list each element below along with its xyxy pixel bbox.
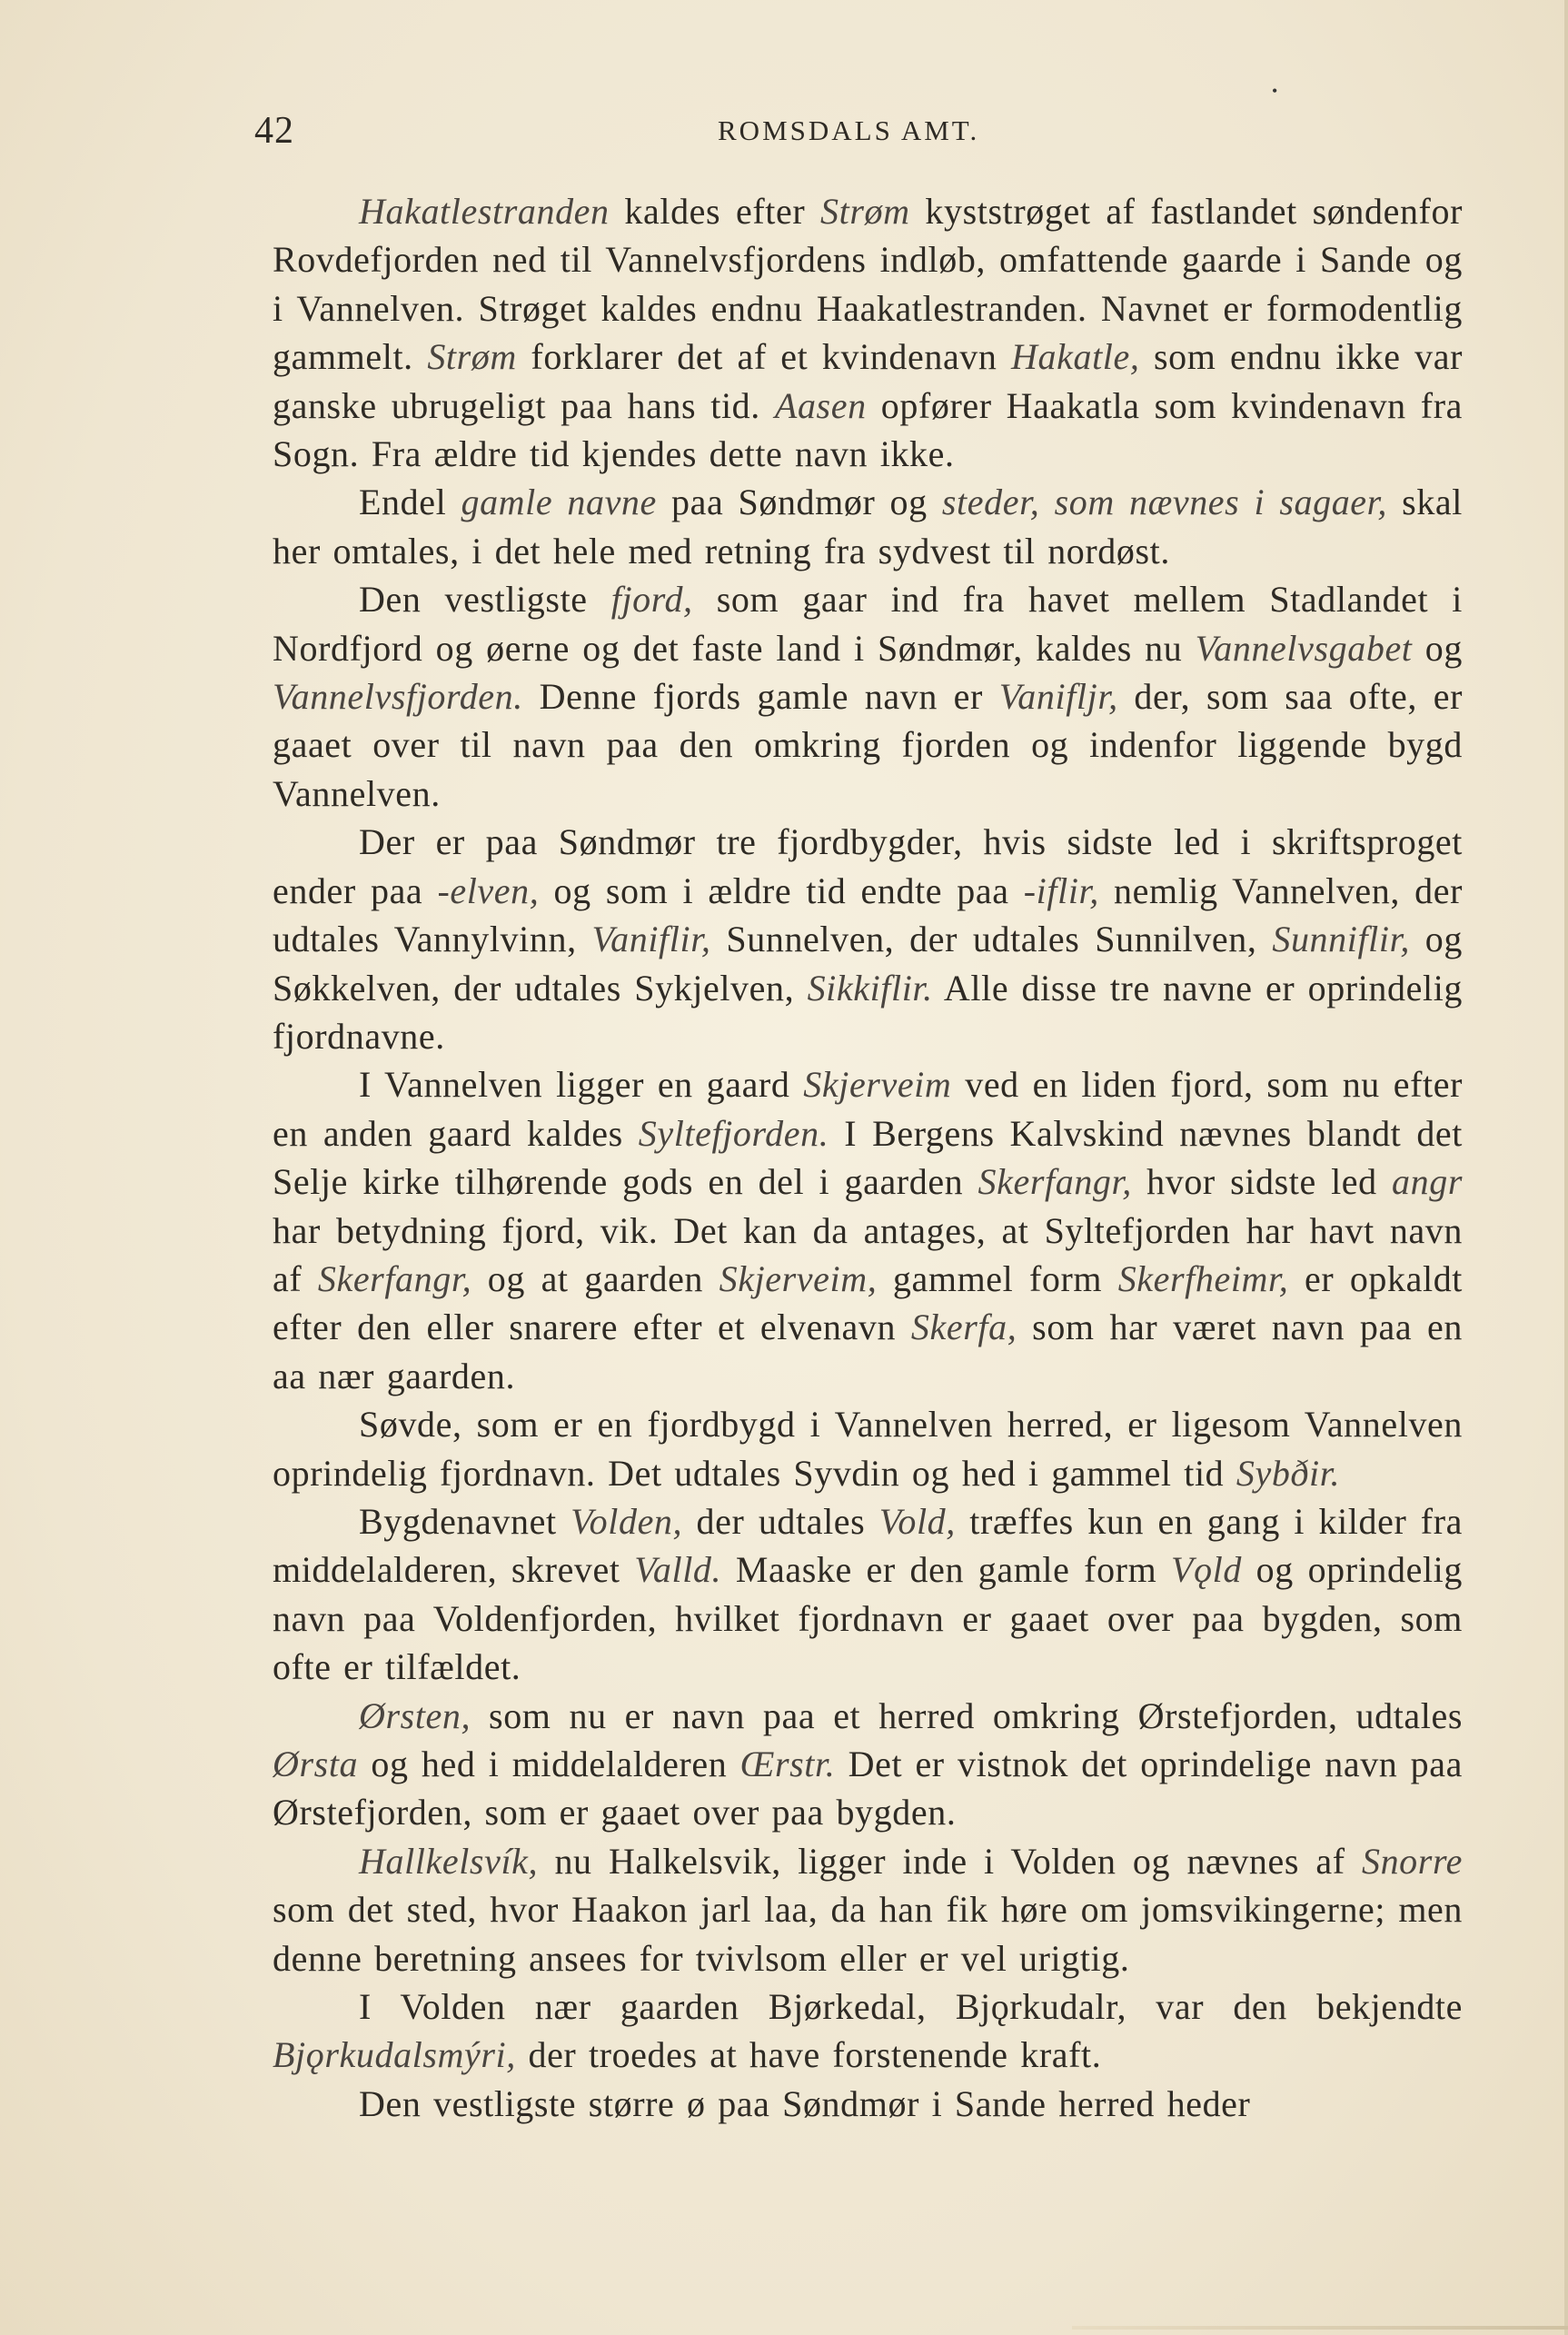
text-run: Maaske er den gamle form: [721, 1549, 1172, 1591]
italic-name: Strøm: [820, 191, 910, 232]
italic-name: Skerfangr,: [978, 1161, 1132, 1203]
text-run: der udtales: [682, 1500, 879, 1542]
text-run: og: [1412, 627, 1463, 669]
text-run: Den vestligste: [359, 579, 611, 621]
text-run: træffes kun en gang i kilder fra middelalderen, skrevet: [273, 1500, 1463, 1591]
text-run: og hed i middelalderen: [358, 1744, 740, 1784]
italic-name: Skjerveim,: [719, 1257, 878, 1299]
italic-name: Strøm: [427, 336, 517, 378]
italic-name: Hallkelsvík,: [359, 1840, 539, 1882]
text-run: Sunnelven, der udtales Sunnilven,: [710, 919, 1273, 960]
page-number: 42: [254, 110, 294, 152]
paragraph: [273, 1982, 1463, 2080]
paragraph: [273, 2080, 1463, 2128]
text-run: er opkaldt efter den eller snarere efter et elvenavn: [273, 1257, 1464, 1348]
italic-name: Hakatlestranden: [359, 191, 610, 232]
text-run: som endnu ikke var ganske ubrugeligt paa hans tid.: [273, 336, 1463, 426]
running-head: ROMSDALS AMT.: [718, 114, 980, 146]
text-run: gammel form: [877, 1257, 1118, 1299]
text-run: hvor sidste led: [1131, 1161, 1393, 1203]
italic-name: Sikkiflir.: [807, 967, 933, 1009]
text-run: og Søkkelven, der udtales Sykjelven,: [273, 919, 1464, 1009]
italic-name: fjord,: [610, 579, 693, 621]
text-run: Denne fjords gamle navn er: [522, 676, 999, 718]
text-run: som det sted, hvor Haakon jarl laa, da han fik høre om jomsvikingerne; men denne beretning ansees for tvivlsom eller er vel urigtig.: [273, 1889, 1463, 1979]
italic-name: steder, som nævnes i sagaer,: [941, 482, 1387, 523]
italic-name: Ørsta: [273, 1744, 359, 1784]
italic-name: Ørsten,: [359, 1694, 471, 1736]
text-run: nu Halkelsvik, ligger inde i Volden og nævnes af: [538, 1840, 1362, 1882]
text-run: Det er vistnok det oprindelige navn paa Ørstefjorden, som er gaaet over paa bygden.: [273, 1744, 1463, 1833]
italic-name: Aasen: [774, 384, 867, 426]
ink-mark: •: [1272, 82, 1278, 100]
paragraph: [273, 1060, 1463, 1400]
paragraph: [273, 1497, 1463, 1692]
text-run: I Volden nær gaarden Bjørkedal, Bjǫrkudalr, var den bekjendte: [359, 1986, 1463, 2028]
text-run: opfører Haakatla som kvindenavn fra Sogn. Fra ældre tid kjendes dette navn ikke.: [273, 384, 1463, 475]
italic-name: Vǫld: [1171, 1549, 1242, 1591]
text-run: ved en liden fjord, som nu efter en anden gaard kaldes: [273, 1064, 1464, 1154]
text-run: som har været navn paa en aa nær gaarden.: [273, 1307, 1463, 1396]
italic-name: Skjerveim: [803, 1064, 952, 1106]
text-run: der troedes at have forstenende kraft.: [515, 2034, 1102, 2076]
italic-name: Sybðir.: [1236, 1452, 1341, 1494]
text-run: Den vestligste større ø paa Søndmør i Sande herred heder: [359, 2082, 1251, 2124]
text-run: og at gaarden: [471, 1257, 719, 1299]
italic-name: Sunniflir,: [1272, 919, 1410, 960]
text-run: som gaar ind fra havet mellem Stadlandet i Nordfjord og øerne og det faste land i Søndmør, kaldes nu: [273, 579, 1464, 669]
italic-name: Skerfa,: [910, 1307, 1017, 1348]
text-run: har betydning fjord, vik. Det kan da antages, at Syltefjorden har havt navn af: [273, 1209, 1463, 1299]
italic-name: Vannelvsfjorden.: [273, 676, 523, 718]
italic-name: Œrstr.: [739, 1744, 836, 1784]
italic-name: Volden,: [571, 1500, 683, 1542]
text-run: forklarer det af et kvindenavn: [516, 336, 1012, 378]
paragraph: [273, 1837, 1463, 1982]
italic-name: Bjǫrkudalsmýri,: [273, 2034, 516, 2076]
italic-name: angr: [1392, 1161, 1463, 1203]
paragraph: [273, 818, 1463, 1060]
text-run: I Vannelven ligger en gaard: [359, 1064, 804, 1106]
italic-name: Vannelvsgabet: [1195, 627, 1413, 669]
italic-name: gamle navne: [461, 482, 657, 523]
paragraph: [273, 575, 1463, 818]
text-run: skal her omtales, i det hele med retning fra sydvest til nordøst.: [273, 482, 1463, 571]
italic-name: -iflir,: [1023, 869, 1099, 911]
text-run: og som i ældre tid endte paa: [539, 869, 1024, 911]
italic-name: Skerfangr,: [317, 1257, 472, 1299]
paragraph: [273, 187, 1463, 478]
page-bottom-edge: [1072, 2326, 1568, 2330]
text-run: nemlig Vannelven, der udtales Vannylvinn,: [273, 869, 1463, 960]
italic-name: Vaniflir,: [591, 919, 711, 960]
body-text: [273, 187, 1463, 2128]
paragraph: [273, 1400, 1463, 1497]
scan-edge: [1564, 0, 1568, 2335]
italic-name: Syltefjorden.: [638, 1112, 829, 1154]
italic-name: Vold,: [878, 1500, 956, 1542]
text-run: og oprindelig navn paa Voldenfjorden, hvilket fjordnavn er gaaet over paa bygden, som ofte er tilfældet.: [273, 1549, 1463, 1688]
italic-name: Snorre: [1361, 1840, 1463, 1882]
text-run: Der er paa Søndmør tre fjordbygder, hvis sidste led i skriftsproget ender paa: [273, 821, 1463, 911]
text-run: I Bergens Kalvskind nævnes blandt det Selje kirke tilhørende gods en del i gaarden: [273, 1112, 1463, 1203]
italic-name: Vanifljr,: [998, 676, 1118, 718]
text-run: Søvde, som er en fjordbygd i Vannelven herred, er ligesom Vannelven oprindelig fjordnavn. Det udtales Syvdin og hed i gammel tid: [273, 1404, 1463, 1494]
text-run: som nu er navn paa et herred omkring Ørstefjorden, udtales: [471, 1694, 1463, 1736]
text-run: Alle disse tre navne er oprindelig fjordnavne.: [273, 967, 1464, 1057]
text-run: Bygdenavnet: [359, 1500, 571, 1542]
text-run: Endel: [359, 482, 461, 523]
paragraph: [273, 478, 1463, 575]
text-run: kyststrøget af fastlandet søndenfor Rovdefjorden ned til Vannelvsfjordens indløb, omfattende gaarde i Sande og i Vannelven. Strøget kaldes endnu Haakatlestranden. Navnet er formodentlig gammelt.: [273, 191, 1464, 378]
text-run: paa Søndmør og: [656, 482, 942, 523]
italic-name: Valld.: [634, 1549, 722, 1591]
paragraph: [273, 1692, 1463, 1837]
text-run: kaldes efter: [609, 191, 821, 232]
text-run: der, som saa ofte, er gaaet over til navn paa den omkring fjorden og indenfor liggende bygd Vannelven.: [273, 676, 1463, 814]
page-header: [254, 82, 1472, 164]
italic-name: Skerfheimr,: [1117, 1257, 1289, 1299]
italic-name: Hakatle,: [1011, 336, 1140, 378]
italic-name: -elven,: [437, 869, 540, 911]
